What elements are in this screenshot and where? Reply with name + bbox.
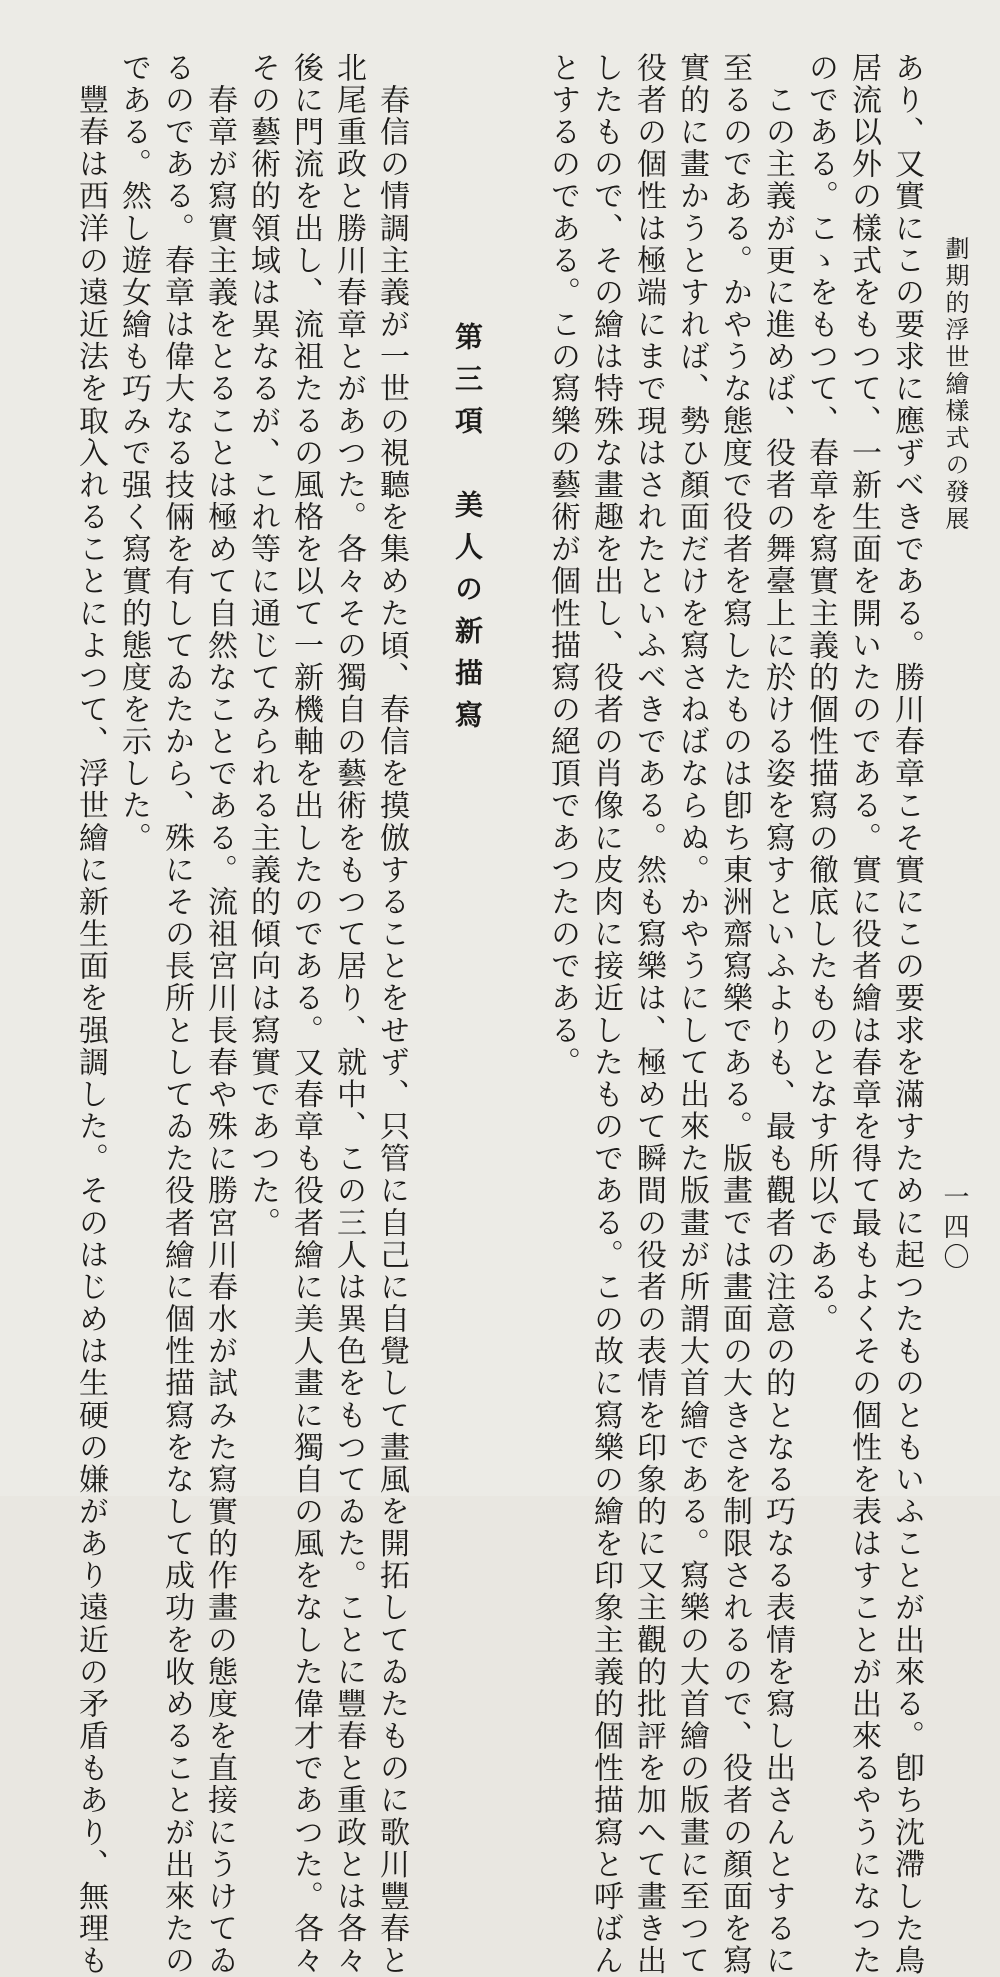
text-line: 春信の情調主義が一世の視聽を集めた頃、春信を摸倣することをせず、只管に自己に自覺して畫風を開拓してゐたものに歌川豐春と (374, 52, 409, 1977)
text-line: 至るのである。かやうな態度で役者を寫したものは卽ち東洲齋寫樂である。版畫では畫面の大きさを制限されるので、役者の顏面を寫 (717, 52, 752, 1977)
text-line: したもので、その繪は特殊な畫趣を出し、役者の肖像に皮肉に接近したものである。この故に寫樂の繪を印象主義的個性描寫と呼ばん (588, 52, 623, 1977)
running-header: 劃期的浮世繪樣式の發展 (941, 236, 969, 533)
text-line: 役者の個性は極端にまで現はされたといふべきである。然も寫樂は、極めて瞬間の役者の表情を印象的に又主觀的批評を加へて畫き出 (631, 52, 666, 1977)
text-line: その藝術的領域は異なるが、これ等に通じてみられる主義的傾向は寫實であつた。 (245, 52, 280, 1239)
text-line: である。然し遊女繪も巧みで强く寫實的態度を示した。 (116, 52, 151, 854)
section-heading: 第三項 美人の新描寫 (451, 322, 484, 742)
text-line: 豐春は西洋の遠近法を取入れることによつて、浮世繪に新生面を强調した。そのはじめは生硬の嫌があり遠近の矛盾もあり、無理も (73, 52, 108, 1977)
text-line: あり、又實にこの要求に應ずべきである。勝川春章こそ實にこの要求を滿すために起つたものともいふことが出來る。卽ち沈滯した鳥 (889, 52, 924, 1977)
text-line: 實的に畫かうとすれば、勢ひ顏面だけを寫さねばならぬ。かやうにして出來た版畫が所謂大首繪である。寫樂の大首繪の版畫に至つて (674, 52, 709, 1977)
text-line: 北尾重政と勝川春章とがあつた。各々その獨自の藝術をもつて居り、就中、この三人は異色をもつてゐた。ことに豐春と重政とは各々 (331, 52, 366, 1977)
text-line: 後に門流を出し、流祖たるの風格を以て一新機軸を出したのである。又春章も役者繪に美人畫に獨自の風をなした偉才であつた。各々 (288, 52, 323, 1977)
text-line: とするのである。この寫樂の藝術が個性描寫の絕頂であつたのである。 (545, 52, 580, 1079)
text-line: のである。こゝをもつて、春章を寫實主義的個性描寫の徹底したものとなす所以である。 (803, 52, 838, 1336)
text-line: 春章が寫實主義をとることは極めて自然なことである。流祖宮川長春や殊に勝宮川春水が試みた寫實的作畫の態度を直接にうけてゐ (202, 52, 237, 1977)
text-line: 居流以外の樣式をもつて、一新生面を開いたのである。實に役者繪は春章を得て最もよくその個性を表はすことが出來るやうになつた (846, 52, 881, 1977)
text-line: この主義が更に進めば、役者の舞臺上に於ける姿を寫すといふよりも、最も觀者の注意の的となる巧なる表情を寫し出さんとするに (760, 52, 795, 1977)
page-number: 一四〇 (939, 1183, 969, 1273)
text-line: るのである。春章は偉大なる技倆を有してゐたから、殊にその長所としてゐた役者繪に個性描寫をなして成功を收めることが出來たの (159, 52, 194, 1977)
